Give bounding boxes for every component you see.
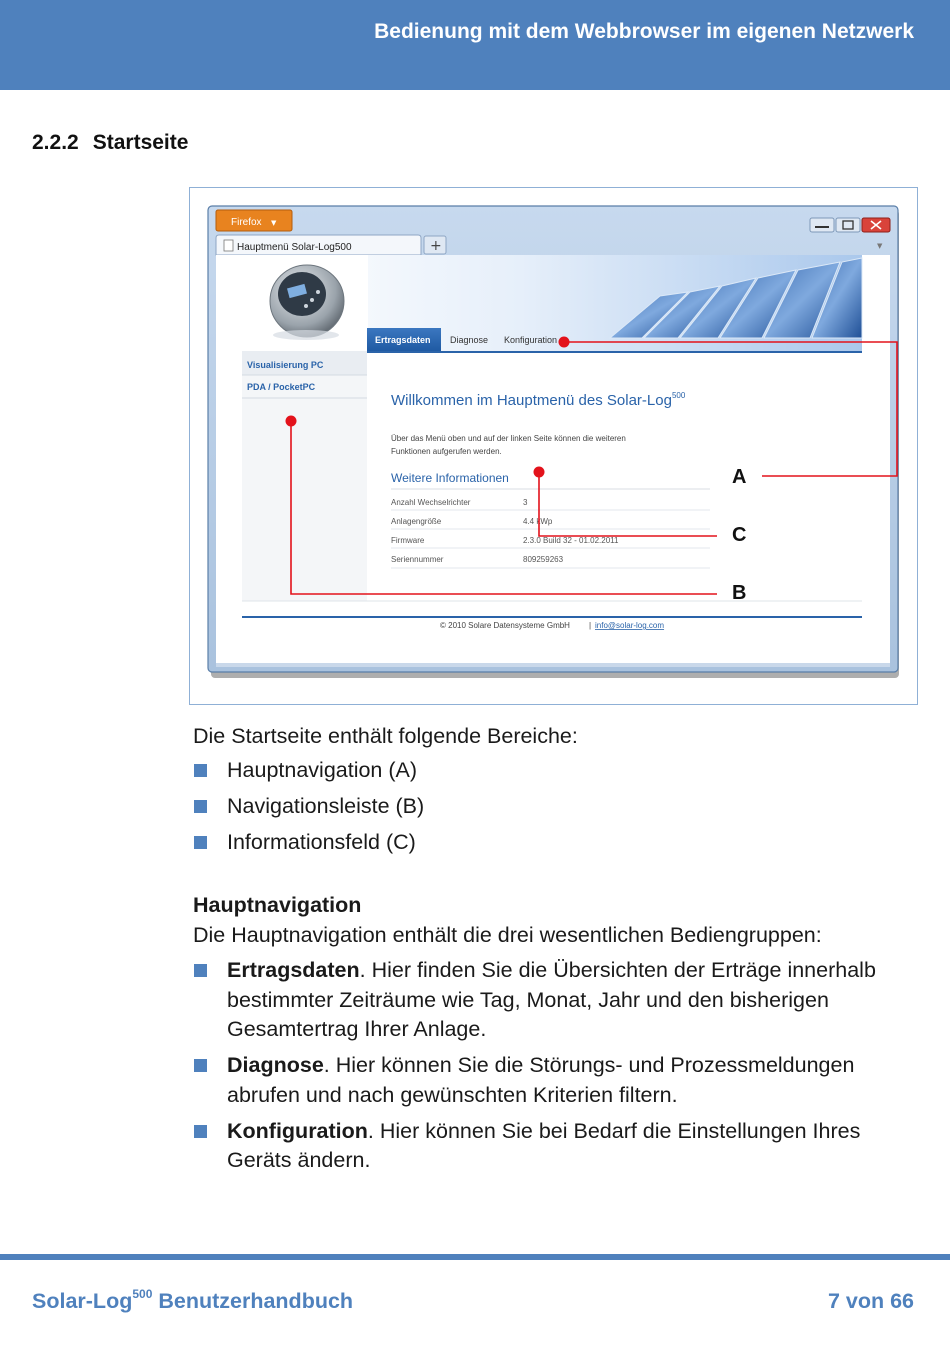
sidebar-item-visualisierung-label: Visualisierung PC	[247, 360, 324, 370]
welcome-title: Willkommen im Hauptmenü des Solar-Log$^{500}$	[391, 391, 686, 409]
bullet-square-icon	[194, 1059, 207, 1072]
device-shadow	[273, 330, 339, 340]
callout-dot-a	[559, 337, 570, 348]
tab-title: Hauptmenü Solar-Log500	[237, 242, 352, 253]
bullet-square-icon	[194, 764, 207, 777]
group-text: . Hier finden Sie die Übersichten der Erträge innerhalb bestimmter Zeiträume wie Tag, Monat, Jahr und den bisherigen Gesamtertrag Ihrer Anlage.	[227, 958, 876, 1041]
callout-label-a: A	[732, 466, 747, 488]
section-number: 2.2.2	[32, 131, 79, 154]
bullet-square-icon	[194, 1125, 207, 1138]
bullet-square-icon	[194, 964, 207, 977]
callout-dot-c	[534, 467, 545, 478]
firefox-button-label: Firefox	[231, 217, 262, 228]
bullet-square-icon	[194, 800, 207, 813]
tab-diagnose[interactable]: Diagnose	[450, 335, 489, 345]
tab-list-icon: ▼	[877, 242, 883, 250]
info-label: Anlagengröße	[391, 517, 442, 526]
subheading: Hauptnavigation	[193, 893, 362, 917]
callout-dot-b	[286, 416, 297, 427]
sidebar-item-pda-label: PDA / PocketPC	[247, 382, 316, 392]
browser-screenshot	[190, 188, 917, 704]
intro-line-1: Über das Menü oben und auf der linken Seite können die weiteren	[391, 434, 626, 443]
info-label: Seriennummer	[391, 555, 444, 564]
group-text: . Hier können Sie bei Bedarf die Einstellungen Ihres Geräts ändern.	[227, 1118, 861, 1172]
list-item: Navigationsleiste (B)	[193, 792, 913, 822]
maximize-button[interactable]	[836, 218, 860, 232]
bullet-square-icon	[194, 836, 207, 849]
footer-rule	[242, 616, 862, 618]
callout-label-c: C	[732, 524, 747, 546]
status-strip	[216, 663, 890, 667]
info-value: 3	[523, 498, 528, 507]
tab-konfiguration[interactable]: Konfiguration	[504, 335, 558, 345]
nav-underline	[367, 351, 862, 353]
section-title: Startseite	[92, 131, 189, 154]
header-title: Bedienung mit dem Webbrowser im eigenen Netzwerk	[374, 20, 914, 43]
device-button	[316, 290, 320, 294]
group-term: Konfiguration	[227, 1118, 368, 1143]
tab-ertragsdaten-label: Ertragsdaten	[375, 335, 431, 345]
subheading-intro: Die Hauptnavigation enthält die drei wesentlichen Bediengruppen:	[193, 922, 822, 947]
device-button	[304, 304, 308, 308]
list-item	[193, 956, 913, 1045]
screenshot-figure	[189, 187, 918, 705]
group-text: . Hier können Sie die Störungs- und Prozessmeldungen abrufen und nach gewünschten Kriterien filtern.	[227, 1053, 855, 1107]
areas-intro: Die Startseite enthält folgende Bereiche:	[193, 724, 578, 748]
section-heading	[32, 131, 188, 155]
footer-divider	[0, 1254, 950, 1260]
info-label: Anzahl Wechselrichter	[391, 498, 471, 507]
info-value: 2.3.0 Build 32 - 01.02.2011	[523, 536, 619, 545]
group-term: Ertragsdaten	[227, 958, 360, 982]
plus-icon: +	[430, 238, 442, 254]
list-item	[193, 1051, 913, 1110]
page-icon	[224, 240, 233, 251]
footer-copyright: © 2010 Solare Datensysteme GmbH	[440, 621, 570, 630]
areas-list	[193, 756, 913, 858]
device-button	[310, 298, 314, 302]
info-value: 809259263	[523, 555, 564, 564]
minimize-icon	[815, 226, 829, 228]
footer-email-link[interactable]: info@solar-log.com	[595, 621, 665, 630]
minimize-button[interactable]	[810, 218, 834, 232]
page-number: 7 von 66	[827, 1289, 914, 1313]
list-item	[193, 1117, 913, 1176]
info-label: Firmware	[391, 536, 425, 545]
group-term: Diagnose	[227, 1053, 324, 1077]
list-item: Hauptnavigation (A)	[193, 756, 913, 786]
footer-separator: |	[589, 621, 592, 630]
chevron-down-icon: ▼	[271, 219, 277, 227]
groups-list	[193, 956, 913, 1176]
info-heading: Weitere Informationen	[391, 471, 509, 485]
footer-product: Solar-Log$^{500}$ Benutzerhandbuch	[32, 1287, 354, 1314]
callout-label-b: B	[732, 582, 747, 604]
intro-line-2: Funktionen aufgerufen werden.	[391, 447, 502, 456]
info-value: 4.4 kWp	[523, 517, 553, 526]
list-item: Informationsfeld (C)	[193, 828, 913, 858]
body-text	[193, 722, 913, 1182]
header-band	[0, 0, 950, 90]
